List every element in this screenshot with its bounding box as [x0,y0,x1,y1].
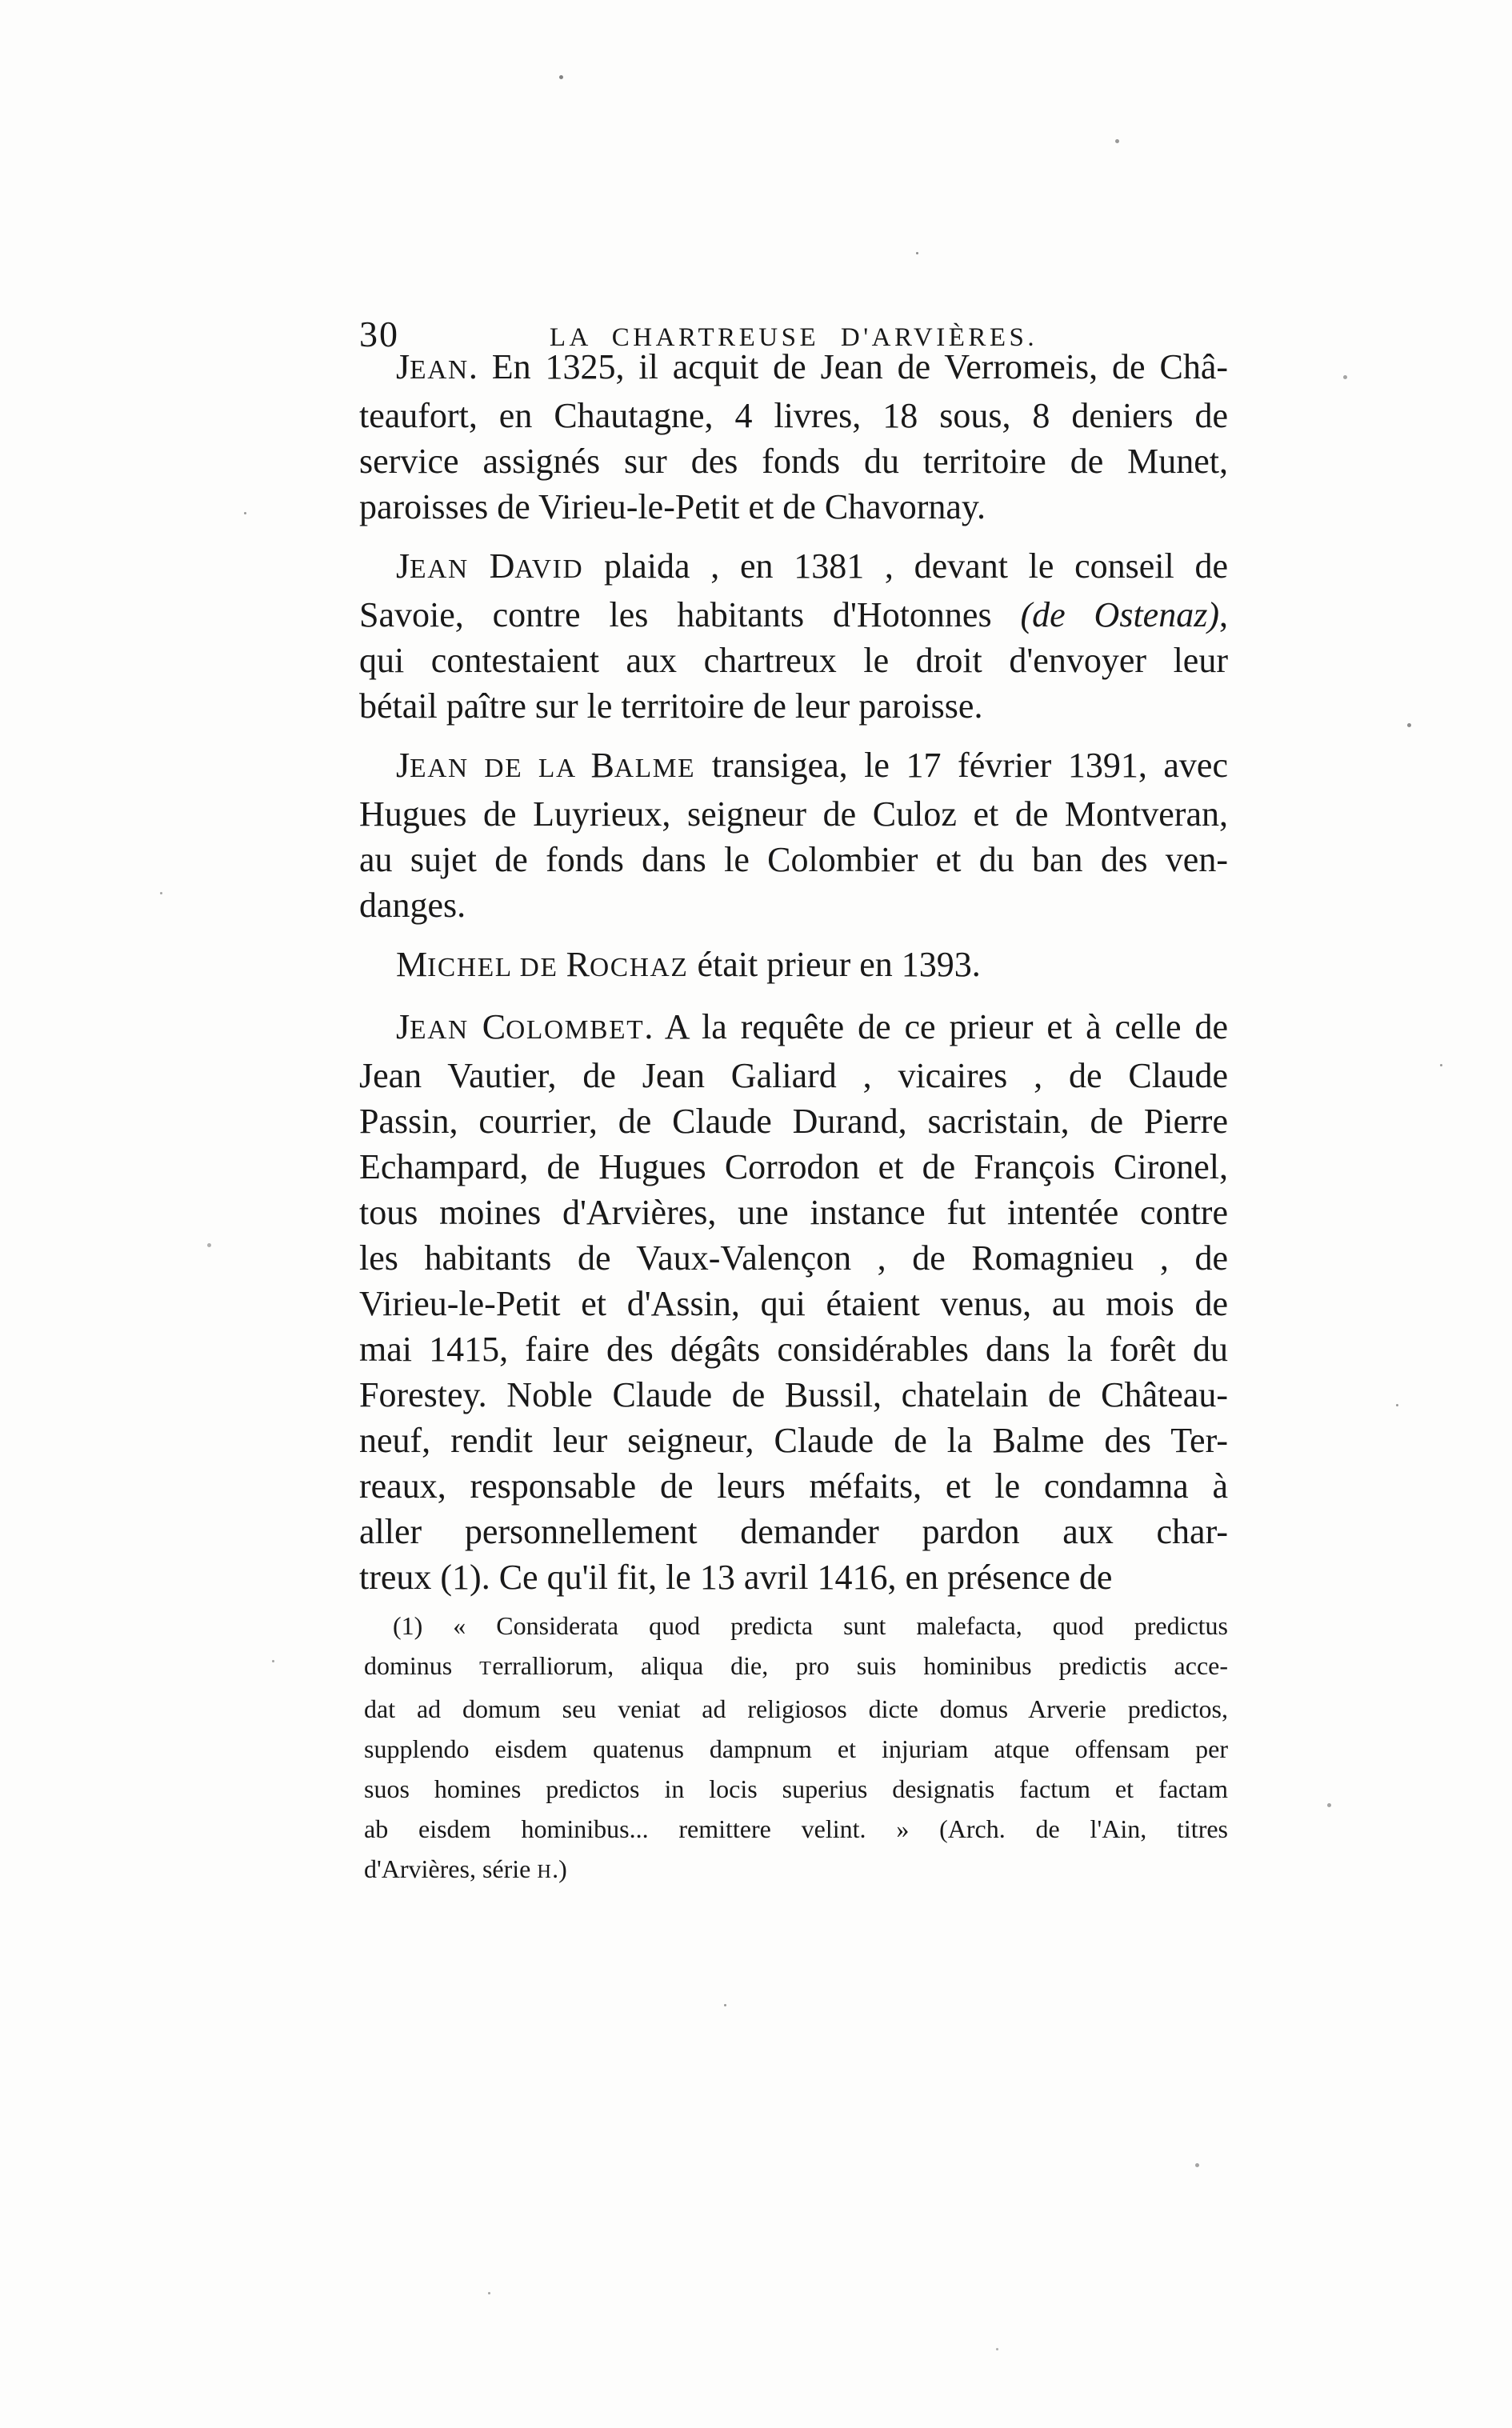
text-run: supplendo eisdem quatenus dampnum et injuriam atque offensam per [364,1734,1228,1763]
text-line [364,1606,1228,1646]
text-line [359,393,1228,438]
text-line [359,1281,1228,1326]
text-line [359,1004,1228,1053]
text-run: était prieur en 1393. [688,945,981,984]
text-line [359,543,1228,592]
text-line [359,1235,1228,1281]
text-line [359,942,1228,990]
text-line [359,742,1228,791]
paragraph [359,543,1228,729]
text-run: J [396,1007,410,1046]
small-caps-run: OCHAZ [589,953,689,982]
paragraph [359,942,1228,990]
text-line [359,592,1228,638]
text-line [359,791,1228,837]
paragraph [359,742,1228,928]
running-title: LA CHARTREUSE D'ARVIÈRES. [549,323,1038,352]
text-run: dominus [364,1651,480,1680]
text-line [364,1729,1228,1769]
text-run: tous moines d'Arvières, une instance fut intentée contre [359,1193,1228,1232]
text-line [359,1053,1228,1098]
text-run: dat ad domum seu veniat ad religiosos dicte domus Arverie predictos, [364,1694,1228,1723]
text-line [359,344,1228,393]
text-line [359,1144,1228,1190]
text-line [364,1849,1228,1892]
text-line [359,1418,1228,1463]
italic-run: (de Ostenaz) [1020,595,1219,634]
text-run: J [396,347,410,386]
text-run: les habitants de Vaux-Valençon , de Romagnieu , de [359,1238,1228,1278]
small-caps-run: ALME [614,754,696,783]
text-line [359,683,1228,729]
text-run: D [468,546,515,586]
small-caps-run: OLOMBET [506,1015,645,1045]
text-run: R [566,945,590,984]
footnote [364,1606,1228,1892]
text-run: treux (1). Ce qu'il fit, le 13 avril 1416, en présence de [359,1558,1113,1597]
text-run: paroisses de Virieu-le-Petit et de Chavornay. [359,487,986,526]
small-caps-run: EAN [410,554,469,584]
text-line [359,1098,1228,1144]
text-run: Savoie, contre les habitants d'Hotonnes [359,595,1021,634]
text-run: erralliorum, aliqua die, pro suis hominibus predictis acce- [492,1651,1229,1680]
text-run: transigea, le 17 février 1391, avec [695,746,1228,785]
text-line [364,1646,1228,1689]
text-run: suos homines predictos in locis superius designatis factum et factam [364,1774,1228,1803]
text-line [364,1769,1228,1809]
text-run: au sujet de fonds dans le Colombier et du ban des ven- [359,840,1228,879]
text-line [359,638,1228,683]
text-line [359,1463,1228,1509]
text-line [359,1509,1228,1554]
scan-noise [0,0,2,2]
text-line [359,1554,1228,1600]
text-line [359,1372,1228,1418]
text-run: service assignés sur des fonds du territoire de Munet, [359,442,1228,481]
small-caps-run: ICHEL DE [427,953,566,982]
text-line [359,1190,1228,1235]
text-line [364,1689,1228,1729]
text-run: (1) « Considerata quod predicta sunt malefacta, quod predictus [393,1611,1228,1640]
text-run: Hugues de Luyrieux, seigneur de Culoz et de Montveran, [359,794,1228,834]
small-caps-run: AVID [514,554,584,584]
small-caps-run: EAN [410,355,469,385]
text-line [364,1809,1228,1849]
text-run: qui contestaient aux chartreux le droit d'envoyer leur [359,641,1228,680]
page-number: 30 [359,314,399,354]
text-run: Echampard, de Hugues Corrodon et de François Cironel, [359,1147,1228,1186]
text-run: . En 1325, il acquit de Jean de Verromeis, de Châ- [468,347,1228,386]
small-caps-run: EAN [410,1015,469,1045]
body-text [359,344,1228,1600]
text-run: Forestey. Noble Claude de Bussil, chatelain de Château- [359,1375,1228,1414]
text-run: bétail paître sur le territoire de leur paroisse. [359,686,983,726]
text-run: ab eisdem hominibus... remittere velint. » (Arch. de l'Ain, titres [364,1814,1228,1843]
small-caps-run: H [537,1861,553,1882]
text-run: reaux, responsable de leurs méfaits, et le condamna à [359,1466,1228,1506]
text-run: neuf, rendit leur seigneur, Claude de la Balme des Ter- [359,1421,1228,1460]
text-run: Virieu-le-Petit et d'Assin, qui étaient venus, au mois de [359,1284,1228,1323]
paragraph [359,1004,1228,1600]
text-run: M [396,945,428,984]
text-run: . A la requête de ce prieur et à celle de [644,1007,1228,1046]
text-line [359,1326,1228,1372]
small-caps-run: T [479,1658,493,1679]
text-run: J [396,746,410,785]
text-run: mai 1415, faire des dégâts considérables dans la forêt du [359,1330,1228,1369]
text-run: Jean Vautier, de Jean Galiard , vicaires , de Claude [359,1056,1228,1095]
text-run: danges. [359,886,466,925]
text-run: C [468,1007,506,1046]
text-run: teaufort, en Chautagne, 4 livres, 18 sous, 8 deniers de [359,396,1228,435]
text-run: J [396,546,410,586]
text-run: B [590,746,614,785]
text-run: d'Arvières, série [364,1854,538,1883]
small-caps-run: EAN DE LA [410,754,591,783]
paragraph [359,344,1228,530]
text-run: plaida , en 1381 , devant le conseil de [583,546,1228,586]
text-line [359,438,1228,484]
text-line [359,484,1228,530]
text-run: Passin, courrier, de Claude Durand, sacristain, de Pierre [359,1102,1228,1141]
text-run: , [1219,595,1228,634]
text-line [359,882,1228,928]
text-line [359,837,1228,882]
text-run: aller personnellement demander pardon aux char- [359,1512,1228,1551]
text-run: .) [552,1854,567,1883]
